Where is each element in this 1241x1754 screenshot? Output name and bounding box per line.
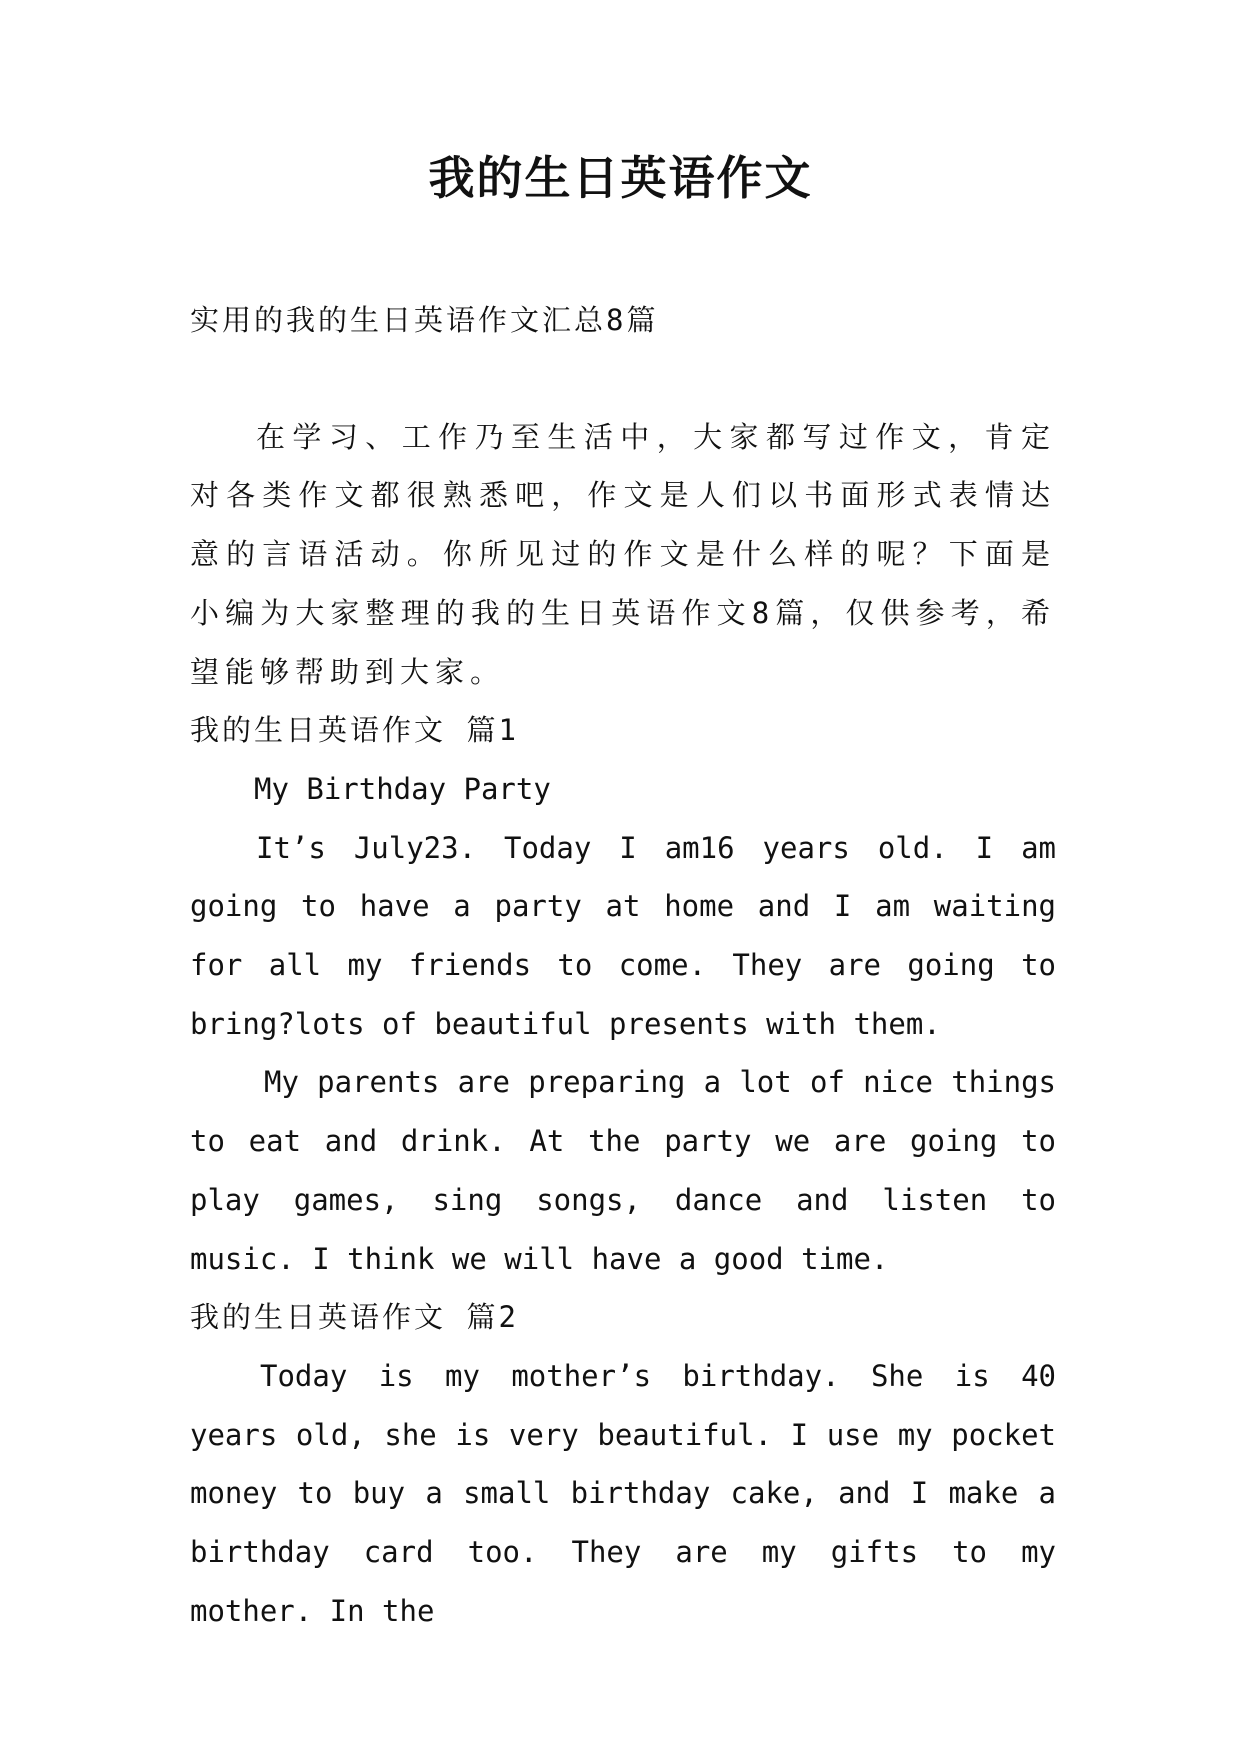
document-title: 我的生日英语作文 [428, 151, 813, 205]
essay-heading: 我的生日英语作文 篇2 [190, 1300, 519, 1335]
essay-paragraph: It’s July23. Today I am16 years old. I am going to have a party at home and I am waiting for all my friends to come. They are going to bring?lots of beautiful presents with them. [190, 830, 1056, 1041]
essay-heading: 我的生日英语作文 篇1 [190, 713, 519, 748]
intro-paragraph: 在学习、工作乃至生活中，大家都写过作文，肯定对各类作文都很熟悉吧，作文是人们以书面形式表情达意的言语活动。你所见过的作文是什么样的呢？下面是小编为大家整理的我的生日英语作文8篇，仅供参考，希望能够帮助到大家。 [190, 419, 1056, 689]
document-subtitle: 实用的我的生日英语作文汇总8篇 [190, 303, 659, 337]
document-body [190, 291, 1056, 1640]
essay-paragraph: Today is my mother’s birthday. She is 40 years old, she is very beautiful. I use my pocket money to buy a small birthday cake, and I make a birthday card too. They are my gifts to my mother. In the [190, 1358, 1056, 1628]
essay-title: My Birthday Party [254, 771, 551, 806]
essay-paragraph: My parents are preparing a lot of nice things to eat and drink. At the party we are going to play games, sing songs, dance and listen to music. I think we will have a good time. [190, 1065, 1056, 1276]
